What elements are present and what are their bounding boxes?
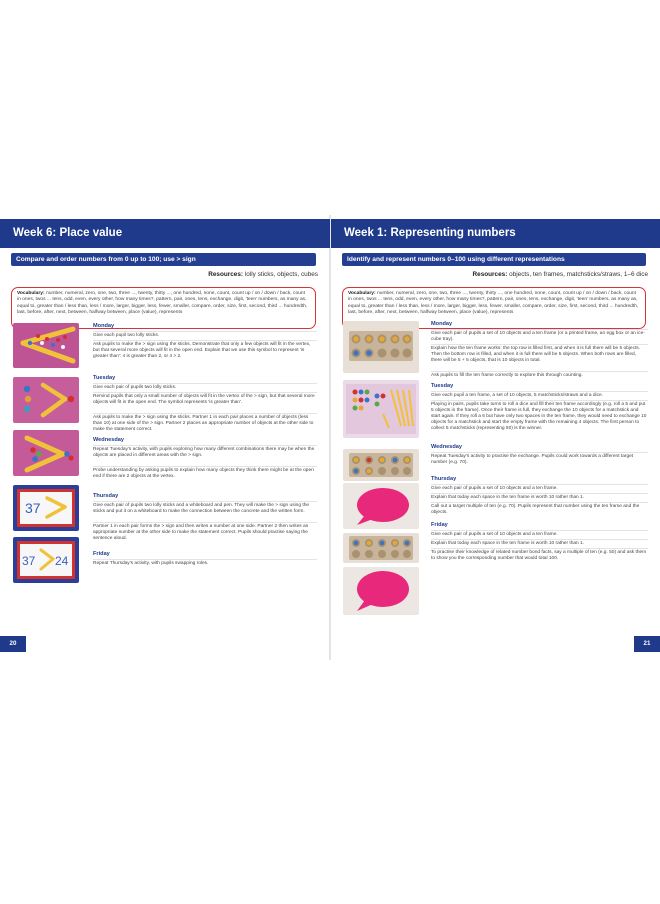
left-resources-text: lolly sticks, objects, cubes — [244, 271, 318, 278]
right-week-title: Week 1: Representing numbers — [331, 219, 660, 248]
divider — [93, 501, 317, 502]
divider — [93, 522, 317, 523]
matchsticks-photo — [343, 380, 419, 438]
left-wednesday-text-2: Probe understanding by asking pupils to explain how many objects they think there might be at the open end if there are 2 objects at the vertex. — [93, 468, 314, 480]
right-thursday-heading: Thursday — [431, 476, 457, 482]
left-page-number: 20 — [0, 636, 26, 652]
right-page — [331, 215, 660, 660]
right-tuesday-heading: Tuesday — [431, 383, 454, 389]
left-page — [0, 215, 330, 660]
divider — [431, 502, 648, 503]
right-friday-text-3: To practise their knowledge of related number bond facts, say a multiple of ten (e.g. 50) and ask them to show you the corresponding number that would total 100. — [431, 550, 647, 562]
right-resources — [473, 271, 648, 278]
left-thursday-text-1: Give each pair of pupils two lolly sticks and a whiteboard and pen. They will make the > sign using the sticks and put it on a whiteboard to make the connection between the concrete and the written form. — [93, 503, 310, 515]
right-thursday-text-3: Call out a target multiple of ten (e.g. 70). Pupils represent that number using the ten frame and the objects. — [431, 504, 640, 516]
left-objective: Compare and order numbers from 0 up to 100; use > sign — [11, 253, 316, 266]
left-friday-text-1: Repeat Thursday's activity, with pupils swapping roles. — [93, 561, 209, 566]
left-wednesday-text-1: Repeat Tuesday's activity, with pupils exploring how many different combinations there may be when the objects are placed in different areas with the > sign. — [93, 447, 315, 459]
right-resources-label: Resources: — [472, 271, 508, 278]
left-vocab-text: number, numeral, zero, one, two, three ..., twenty, thirty ..., one hundred, none, count, count up / on / down / back, count in ones, twos ... tens, odd, even, every other, how many times?, pattern, pair, ones, tens, exchange, digit, 'teen' numbers, as many as, equal to, greater than / less than, less / more, larger, bigger, less, fewer, smaller, compare, order, size, first, second, third ... hundredth, last, before, after, next, between, halfway between, place (value), represents — [17, 291, 308, 316]
right-monday-heading: Monday — [431, 321, 453, 327]
right-resources-text: objects, ten frames, matchsticks/straws, 1–6 dice — [509, 271, 648, 278]
divider — [93, 383, 317, 384]
divider — [431, 493, 648, 494]
right-friday-text-2: Explain that today each space in the ten frame is worth 10 rather than 1. — [431, 541, 585, 546]
egg-tray-photo-1 — [343, 321, 419, 373]
divider — [431, 548, 648, 549]
left-tuesday-heading: Tuesday — [93, 375, 116, 381]
whiteboard-photo-1 — [13, 485, 79, 531]
divider — [93, 559, 317, 560]
right-objective: Identify and represent numbers 0–100 using different representations — [342, 253, 646, 266]
divider — [431, 329, 648, 330]
right-wednesday-text-1: Repeat Tuesday's activity to practise the exchange. Pupils could work towards a different target number (e.g. 70). — [431, 454, 634, 466]
right-wednesday-heading: Wednesday — [431, 444, 462, 450]
left-wednesday-heading: Wednesday — [93, 437, 124, 443]
left-vocab-label: Vocabulary: — [17, 291, 45, 296]
divider — [431, 452, 648, 453]
speech-bubble-photo-1 — [343, 483, 419, 529]
book-spread — [0, 215, 660, 660]
left-monday-text-2: Ask pupils to make the > sign using the sticks. Demonstrate that only a few objects will fit in the vertex, but that several more objects will fit in the open end. Explain that we use this symbol to represent 'is greater than': 4 is greater than 2, or 4 > 2. — [93, 342, 311, 360]
right-vocab-label: Vocabulary: — [348, 291, 376, 296]
left-resources — [208, 271, 318, 278]
right-thursday-text-1: Give each pair of pupils a set of 10 objects and a ten frame. — [431, 486, 558, 491]
right-friday-text-1: Give each pair of pupils a set of 10 objects and a ten frame. — [431, 532, 558, 537]
left-tuesday-text-2: Remind pupils that only a small number of objects will fit in the vertex of the > sign, but that several more objects will fit in the open end. The symbol represents 'is greater than'. — [93, 394, 315, 406]
right-page-number: 21 — [634, 636, 660, 652]
divider — [93, 340, 317, 341]
left-tuesday-text-1: Give each pair of pupils two lolly sticks. — [93, 385, 177, 390]
right-thursday-text-2: Explain that today each space in the ten frame is worth 10 rather than 1. — [431, 495, 585, 500]
left-resources-label: Resources: — [208, 271, 244, 278]
divider — [431, 344, 648, 345]
divider — [431, 530, 648, 531]
left-monday-heading: Monday — [93, 323, 115, 329]
right-vocab-text: number, numeral, zero, one, two, three ..., twenty, thirty ..., one hundred, none, count, count up / on / down / back, count in ones, twos ... tens, odd, even, every other, how many times?, pattern, pair, ones, tens, exchange, digit, 'teen' numbers, as many as, equal to, greater than / less than, less / more, larger, bigger, less, fewer, smaller, compare, order, size, first, second, third ... hundredth, last, before, after, next, between, halfway between, place (value), represents — [348, 291, 639, 316]
right-tuesday-text-2: Playing in pairs, pupils take turns to roll a dice and fill their ten frame accordingly (e.g. roll a 5 and put 5 objects in the frame). Once their frame is full, they exchange the 10 objects for a matchstick and start again. If they roll a 6 but have only two spaces in the ten frame, they would need to exchange 10 objects for a matchstick and start the empty frame with the remaining 4 objects. The first person to collect 5 matchsticks (representing 50) is the winner. — [431, 402, 647, 432]
board2-right-number: 24 — [55, 554, 69, 568]
egg-tray-photo-3 — [343, 533, 419, 563]
board2-left-number: 37 — [22, 554, 36, 568]
left-friday-heading: Friday — [93, 551, 110, 557]
divider — [431, 400, 648, 401]
divider — [431, 539, 648, 540]
divider — [93, 392, 317, 393]
divider — [93, 445, 317, 446]
divider — [431, 484, 648, 485]
left-thursday-heading: Thursday — [93, 493, 119, 499]
divider — [93, 466, 317, 467]
left-week-title: Week 6: Place value — [0, 219, 330, 248]
right-friday-heading: Friday — [431, 522, 448, 528]
board1-number: 37 — [25, 500, 41, 516]
left-monday-text-1: Give each pupil two lolly sticks. — [93, 333, 160, 338]
divider — [93, 413, 317, 414]
right-monday-text-1: Give each pair of pupils a set of 10 objects and a ten frame (or a printed frame, an egg box or an ice-cube tray). — [431, 331, 645, 343]
divider — [431, 391, 648, 392]
divider — [93, 331, 317, 332]
whiteboard-photo-2 — [13, 537, 79, 583]
lolly-sticks-photo-3 — [13, 430, 79, 476]
speech-bubble-photo-2 — [343, 567, 419, 615]
right-tuesday-text-1: Give each pupil a ten frame, a set of 10 objects, 5 matchsticks/straws and a dice. — [431, 393, 603, 398]
counters-photo-2 — [13, 377, 79, 423]
lolly-sticks-photo-1 — [13, 323, 79, 368]
left-thursday-text-2: Partner 1 in each pair forms the > sign and then writes a number at one side. Partner 2 then writes an appropriate number at the other side to make the statement correct. Pupils should practise saying the sentence aloud. — [93, 524, 309, 542]
egg-tray-photo-2 — [343, 449, 419, 481]
right-monday-text-2: Explain how the ten frame works: the top row is filled first, and when it is full there will be 5 objects. Then the bottom row is filled, and when it is full there will be 5 objects. When both rows are filled, there will be 5 + 5 objects, that is 10 objects in total. — [431, 346, 641, 364]
right-monday-text-3: Ask pupils to fill the ten frame correctly to explore this through counting. — [431, 373, 583, 378]
left-tuesday-text-3: Ask pupils to make the > sign using the sticks. Partner 1 in each pair places a number of objects (less than 10) at one side of the > sign. Partner 2 places an appropriate number of objects at the other side to make the statement correct. — [93, 415, 314, 433]
divider — [431, 371, 648, 372]
